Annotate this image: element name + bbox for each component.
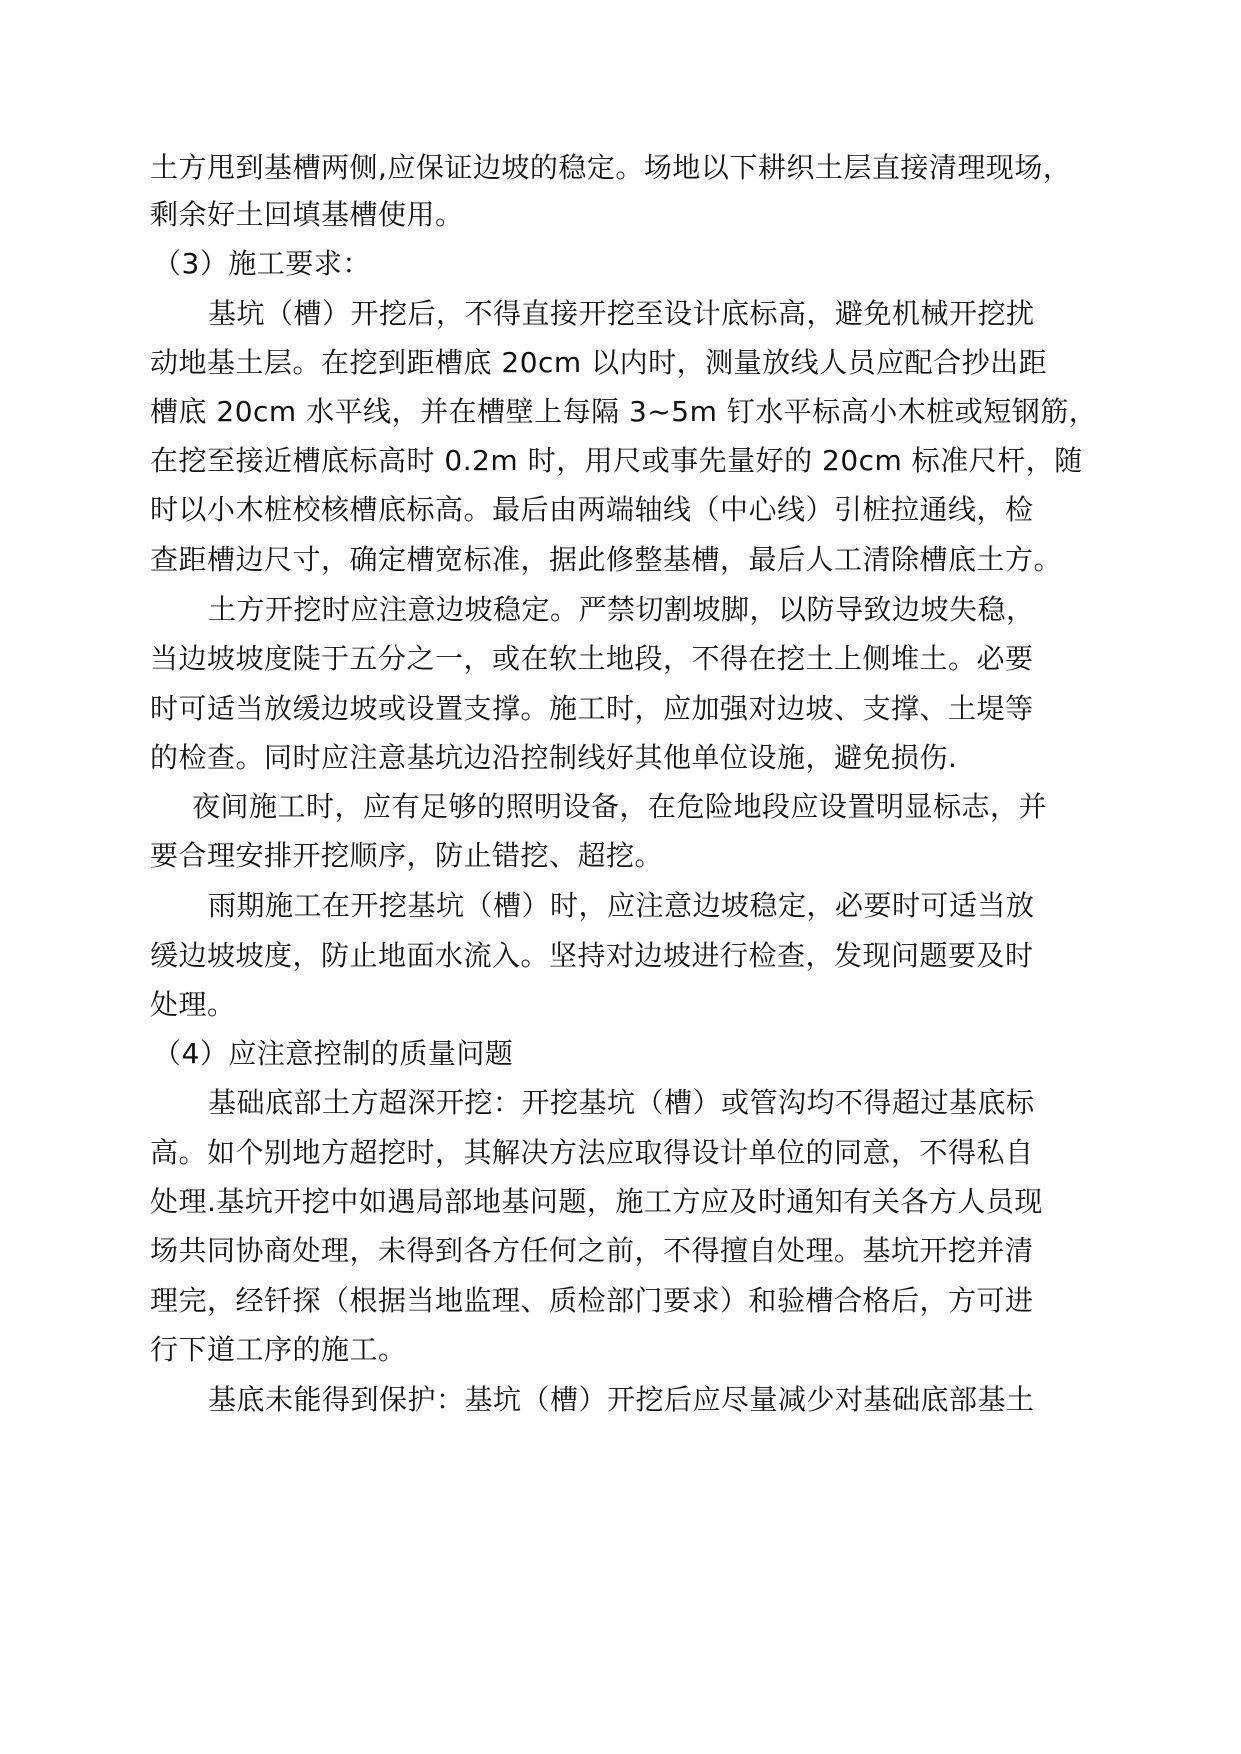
text-line: 处理.基坑开挖中如遇局部地基问题，施工方应及时通知有关各方人员现	[150, 1185, 1043, 1218]
text-line: 时可适当放缓边坡或设置支撑。施工时，应加强对边坡、支撑、土堤等	[150, 692, 1034, 725]
text-line: 行下道工序的施工。	[150, 1333, 407, 1366]
section-heading-4: （4）应注意控制的质量问题	[153, 1037, 514, 1070]
text-line: 场共同协商处理，未得到各方任何之前，不得擅自处理。基坑开挖并清	[150, 1234, 1034, 1267]
text-line: 当边坡坡度陡于五分之一，或在软土地段，不得在挖土上侧堆土。必要	[150, 642, 1034, 675]
text-line: 理完，经钎探（根据当地监理、质检部门要求）和验槽合格后，方可进	[150, 1284, 1034, 1317]
text-line: 雨期施工在开挖基坑（槽）时，应注意边坡稳定，必要时可适当放	[208, 889, 1035, 922]
text-line: 高。如个别地方超挖时，其解决方法应取得设计单位的同意，不得私自	[150, 1136, 1034, 1169]
text-line: 查距槽边尺寸，确定槽宽标准，据此修整基槽，最后人工清除槽底土方。	[150, 543, 1063, 576]
text-line: 槽底 20cm 水平线，并在槽壁上每隔 3~5m 钉水平标高小木桩或短钢筋，	[150, 395, 1098, 428]
text-line: 基础底部土方超深开挖：开挖基坑（槽）或管沟均不得超过基底标	[208, 1086, 1035, 1119]
text-line: 动地基土层。在挖到距槽底 20cm 以内时，测量放线人员应配合抄出距	[150, 346, 1048, 379]
text-line: 土方开挖时应注意边坡稳定。严禁切割坡脚，以防导致边坡失稳，	[208, 593, 1035, 626]
text-line: 的检查。同时应注意基坑边沿控制线好其他单位设施，避免损伤.	[150, 741, 958, 774]
text-line: 剩余好土回填基槽使用。	[150, 198, 464, 231]
text-line: 处理。	[150, 988, 236, 1021]
text-line: 基坑（槽）开挖后，不得直接开挖至设计底标高，避免机械开挖扰	[208, 297, 1035, 330]
text-line: 时以小木桩校核槽底标高。最后由两端轴线（中心线）引桩拉通线，检	[150, 493, 1034, 526]
text-line: 要合理安排开挖顺序，防止错挖、超挖。	[150, 839, 664, 872]
text-line: 土方甩到基槽两侧,应保证边坡的稳定。场地以下耕织土层直接清理现场，	[150, 151, 1072, 184]
section-heading-3: （3）施工要求：	[153, 247, 371, 280]
text-line: 基底未能得到保护：基坑（槽）开挖后应尽量减少对基础底部基土	[208, 1383, 1035, 1416]
text-line: 缓边坡坡度，防止地面水流入。坚持对边坡进行检查，发现问题要及时	[150, 939, 1034, 972]
text-line: 夜间施工时，应有足够的照明设备，在危险地段应设置明显标志，并	[192, 790, 1048, 823]
text-line: 在挖至接近槽底标高时 0.2m 时，用尺或事先量好的 20cm 标准尺杆，随	[150, 444, 1083, 477]
